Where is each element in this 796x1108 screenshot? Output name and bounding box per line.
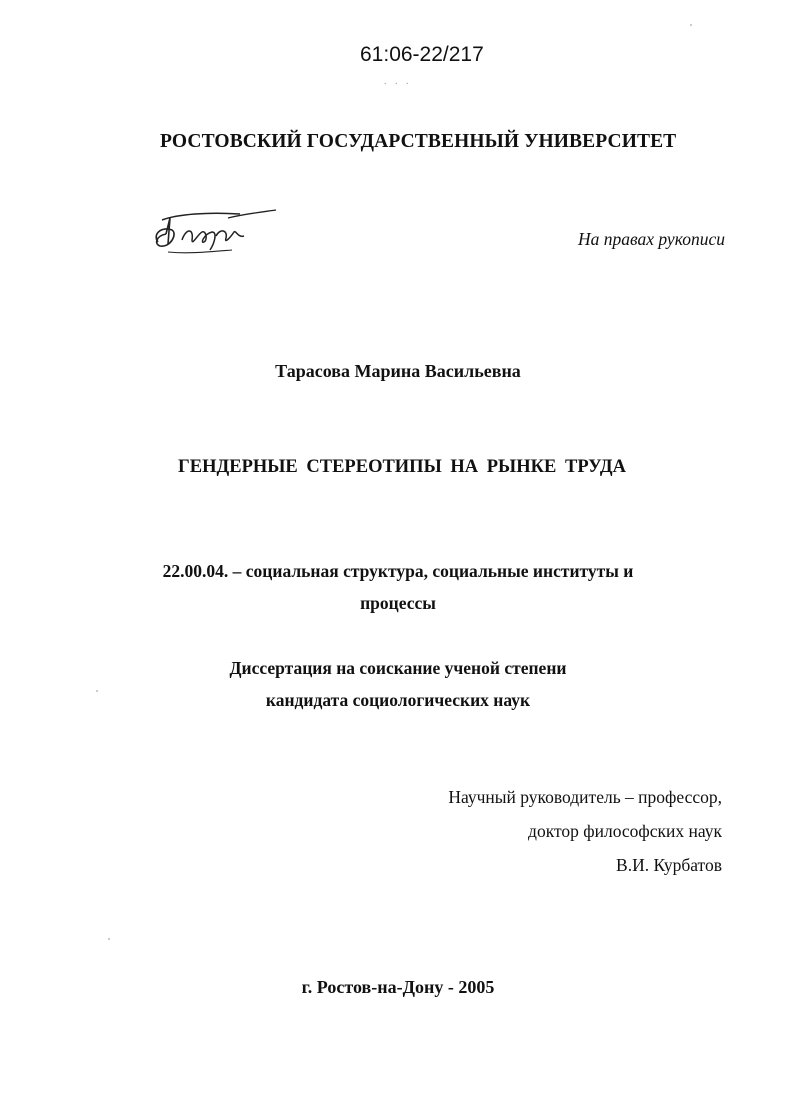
- degree-line-1: Диссертация на соискание ученой степени: [229, 658, 567, 678]
- city-year: г. Ростов-на-Дону - 2005: [301, 977, 495, 997]
- specialty-line-1: 22.00.04. – социальная структура, социальные институты и: [162, 561, 634, 581]
- scan-speck: [108, 938, 110, 940]
- degree-line-2: кандидата социологических наук: [265, 690, 531, 710]
- degree-statement: [0, 652, 796, 716]
- scan-speck: [690, 24, 692, 26]
- document-code: 61:06-22/217: [360, 43, 484, 66]
- rights-note: На правах рукописи: [578, 229, 725, 249]
- scan-dots: . . .: [384, 76, 412, 87]
- university-name: РОСТОВСКИЙ ГОСУДАРСТВЕННЫЙ УНИВЕРСИТЕТ: [160, 131, 677, 152]
- specialty-code: [0, 555, 796, 619]
- specialty-line-2: процессы: [360, 593, 436, 613]
- scan-speck: [96, 690, 98, 692]
- supervisor-block: [448, 780, 722, 882]
- signature-icon: [148, 204, 280, 266]
- supervisor-line-1: Научный руководитель – профессор,: [448, 787, 722, 807]
- supervisor-line-3: В.И. Курбатов: [616, 855, 722, 875]
- supervisor-line-2: доктор философских наук: [528, 821, 722, 841]
- author-name: Тарасова Марина Васильевна: [275, 361, 521, 381]
- dissertation-title: ГЕНДЕРНЫЕ СТЕРЕОТИПЫ НА РЫНКЕ ТРУДА: [178, 457, 626, 477]
